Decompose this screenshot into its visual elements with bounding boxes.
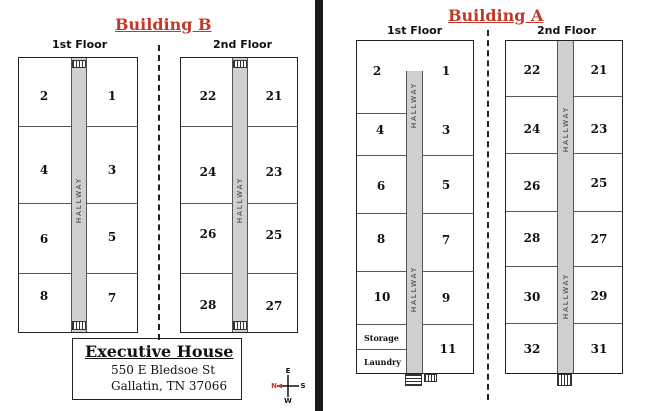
property-city: Gallatin, TN 37066 <box>111 379 228 393</box>
hallway-label: HALLWAY <box>562 272 570 320</box>
building-a-title: Building A <box>448 6 544 25</box>
compass-west: W <box>284 397 292 405</box>
unit-number: 6 <box>376 179 386 193</box>
unit-number: 24 <box>199 165 217 179</box>
hallway-label: HALLWAY <box>562 105 570 153</box>
building-a-floor2-plan <box>505 40 623 374</box>
property-info-box <box>72 338 242 400</box>
compass-north: N <box>271 382 277 390</box>
building-b-floor1-plan <box>18 57 138 333</box>
unit-number: 1 <box>107 89 117 103</box>
unit-number: 22 <box>199 89 217 103</box>
unit-number: 5 <box>441 178 451 192</box>
building-b-title: Building B <box>115 15 212 34</box>
unit-number: 1 <box>441 64 451 78</box>
unit-number: 7 <box>441 233 451 247</box>
unit-number: 8 <box>376 232 386 246</box>
unit-number: 23 <box>265 165 283 179</box>
unit-number: 30 <box>523 290 541 304</box>
building-a-floor1-plan <box>356 40 474 374</box>
stairs-icon <box>557 374 572 386</box>
unit-number: 10 <box>373 290 391 304</box>
unit-number: 24 <box>523 122 541 136</box>
unit-number: 2 <box>372 64 382 78</box>
hallway-label: HALLWAY <box>410 265 418 313</box>
unit-number: 25 <box>590 176 608 190</box>
unit-number: 27 <box>590 232 608 246</box>
unit-number: 25 <box>265 228 283 242</box>
unit-number: 9 <box>441 291 451 305</box>
stairs-icon <box>72 321 86 330</box>
floor-divider <box>487 30 489 400</box>
unit-number: 21 <box>265 89 283 103</box>
property-name: Executive House <box>85 342 234 361</box>
unit-number: 28 <box>199 298 217 312</box>
unit-number: 2 <box>39 89 49 103</box>
unit-number: 6 <box>39 232 49 246</box>
unit-number: 31 <box>590 342 608 356</box>
unit-number: 4 <box>39 163 49 177</box>
unit-number: 32 <box>523 342 541 356</box>
unit-number: 11 <box>439 342 457 356</box>
unit-number: 26 <box>523 179 541 193</box>
unit-number: 26 <box>199 227 217 241</box>
building-a-floor1-label: 1st Floor <box>387 24 443 37</box>
hallway-label: HALLWAY <box>410 81 418 129</box>
unit-number: 5 <box>107 230 117 244</box>
unit-number: 3 <box>441 123 451 137</box>
hallway <box>557 41 574 373</box>
hallway-label: HALLWAY <box>75 176 83 224</box>
laundry-label: Laundry <box>364 357 401 367</box>
compass-south: S <box>300 382 306 390</box>
storage-label: Storage <box>364 333 399 343</box>
property-street: 550 E Bledsoe St <box>111 363 216 377</box>
unit-number: 3 <box>107 163 117 177</box>
unit-number: 4 <box>375 123 385 137</box>
stairs-icon <box>424 374 437 382</box>
building-a-floor2-label: 2nd Floor <box>537 24 597 37</box>
image-divider <box>315 0 323 411</box>
unit-number: 21 <box>590 63 608 77</box>
compass-east: E <box>285 367 291 375</box>
compass-icon <box>270 368 306 404</box>
stairs-icon <box>233 60 247 68</box>
building-b-floor1-label: 1st Floor <box>52 38 108 51</box>
stairs-icon <box>233 321 247 330</box>
unit-number: 29 <box>590 289 608 303</box>
unit-number: 27 <box>265 299 283 313</box>
hallway-label: HALLWAY <box>236 176 244 224</box>
unit-number: 7 <box>107 291 117 305</box>
unit-number: 23 <box>590 122 608 136</box>
stairs-icon <box>405 374 422 386</box>
building-b-floor2-plan <box>180 57 298 333</box>
stairs-icon <box>72 60 86 68</box>
floor-divider <box>158 45 160 340</box>
building-b-floor2-label: 2nd Floor <box>213 38 273 51</box>
unit-number: 8 <box>39 289 49 303</box>
unit-number: 22 <box>523 63 541 77</box>
unit-number: 28 <box>523 231 541 245</box>
